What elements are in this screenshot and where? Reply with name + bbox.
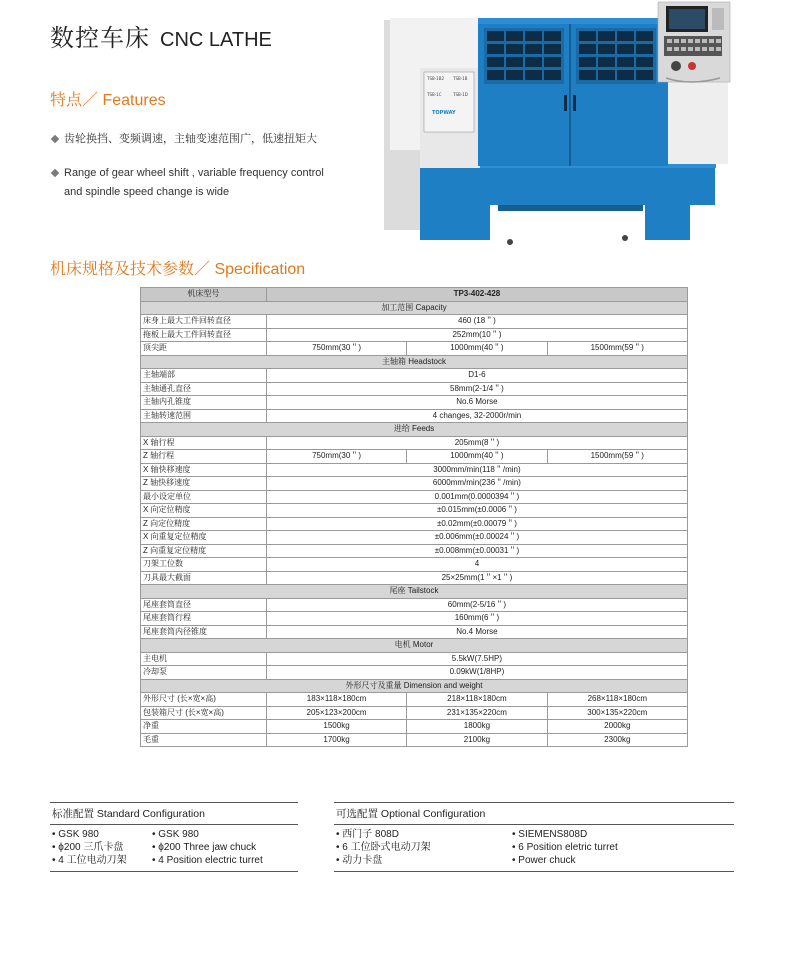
- spec-value: ±0.006mm(±0.00024＂): [266, 531, 687, 545]
- spec-value: 1500mm(59＂): [547, 342, 687, 356]
- spec-label: 床身上最大工件回转直径: [141, 315, 267, 329]
- spec-value: 231×135×220cm: [407, 706, 547, 720]
- spec-value: 58mm(2-1/4＂): [266, 382, 687, 396]
- spec-label: 毛重: [141, 733, 267, 747]
- spec-label: Z 轴行程: [141, 450, 267, 464]
- table-row: [141, 382, 688, 396]
- list-item: • ϕ200 三爪卡盘: [52, 842, 124, 853]
- spec-heading: 机床规格及技术参数／ Specification: [50, 261, 306, 278]
- cnc-lathe-image: [380, 0, 800, 250]
- optional-config: [334, 802, 734, 872]
- standard-config-zh: [52, 828, 152, 867]
- spec-value: 0.09kW(1/8HP): [266, 666, 687, 680]
- spec-value: 460 (18＂): [266, 315, 687, 329]
- spec-value: 205mm(8＂): [266, 436, 687, 450]
- optional-config-en: [512, 828, 618, 867]
- page-title-zh: 数控车床: [50, 25, 150, 52]
- plate-line-4: TSB-1D: [453, 92, 468, 97]
- spec-value: 268×118×180cm: [547, 693, 687, 707]
- table-row: [141, 652, 688, 666]
- table-row: [141, 733, 688, 747]
- list-item: • 6 工位卧式电动刀架: [336, 842, 431, 853]
- standard-config-heading: 标准配置 Standard Configuration: [50, 802, 298, 825]
- spec-value: 0.001mm(0.0000394＂): [266, 490, 687, 504]
- spec-section-label: 主轴箱 Headstock: [141, 355, 688, 369]
- table-row: [141, 544, 688, 558]
- list-item: • ϕ200 Three jaw chuck: [152, 842, 257, 853]
- spec-label: 主电机: [141, 652, 267, 666]
- spec-value: 1500kg: [266, 720, 406, 734]
- spec-label: 尾座套筒内径锥度: [141, 625, 267, 639]
- spec-label: X 轴快移速度: [141, 463, 267, 477]
- spec-value: 2000kg: [547, 720, 687, 734]
- spec-section-label: 尾座 Tailstock: [141, 585, 688, 599]
- standard-config: [50, 802, 298, 872]
- table-row: [141, 598, 688, 612]
- spec-label: Z 向定位精度: [141, 517, 267, 531]
- table-row: [141, 369, 688, 383]
- spec-section-label: 进给 Feeds: [141, 423, 688, 437]
- spec-value: 4: [266, 558, 687, 572]
- spec-model-row: [141, 288, 688, 302]
- spec-label: X 轴行程: [141, 436, 267, 450]
- list-item: • 西门子 808D: [336, 829, 399, 840]
- spec-value: No.6 Morse: [266, 396, 687, 410]
- spec-value: 183×118×180cm: [266, 693, 406, 707]
- plate-line-3: TSB-1C: [427, 92, 442, 97]
- diamond-bullet-icon: [50, 134, 60, 144]
- table-row: [141, 328, 688, 342]
- feature-item: [50, 130, 340, 148]
- spec-label: 刀架工位数: [141, 558, 267, 572]
- spec-model-value: TP3-402-428: [266, 288, 687, 302]
- features-list: [50, 130, 340, 218]
- table-row: [141, 477, 688, 491]
- spec-label: 主轴通孔直径: [141, 382, 267, 396]
- spec-label: X 向重复定位精度: [141, 531, 267, 545]
- list-item: • SIEMENS808D: [512, 829, 588, 840]
- spec-value: 1700kg: [266, 733, 406, 747]
- spec-value: 252mm(10＂): [266, 328, 687, 342]
- spec-value: No.4 Morse: [266, 625, 687, 639]
- spec-label: 包装箱尺寸 (长×宽×高): [141, 706, 267, 720]
- spec-section-row: [141, 679, 688, 693]
- spec-value: 218×118×180cm: [407, 693, 547, 707]
- spec-section-label: 电机 Motor: [141, 639, 688, 653]
- list-item: • 4 工位电动刀架: [52, 855, 127, 866]
- spec-value: ±0.008mm(±0.00031＂): [266, 544, 687, 558]
- table-row: [141, 612, 688, 626]
- spec-label: 拖板上最大工件回转直径: [141, 328, 267, 342]
- spec-table: [140, 287, 688, 747]
- spec-section-row: [141, 585, 688, 599]
- table-row: [141, 436, 688, 450]
- spec-value: 60mm(2-5/16＂): [266, 598, 687, 612]
- spec-section-row: [141, 639, 688, 653]
- spec-label: 主轴转速范围: [141, 409, 267, 423]
- diamond-bullet-icon: [50, 168, 60, 178]
- spec-value: 160mm(6＂): [266, 612, 687, 626]
- table-row: [141, 463, 688, 477]
- table-row: [141, 720, 688, 734]
- table-row: [141, 315, 688, 329]
- table-row: [141, 706, 688, 720]
- spec-label: Z 轴快移速度: [141, 477, 267, 491]
- list-item: • 动力卡盘: [336, 855, 383, 866]
- list-item: • GSK 980: [152, 829, 199, 840]
- optional-config-zh: [336, 828, 512, 867]
- list-item: • Power chuck: [512, 855, 576, 866]
- feature-item: [50, 164, 340, 202]
- spec-label: 尾座套筒直径: [141, 598, 267, 612]
- spec-section-row: [141, 423, 688, 437]
- spec-value: 750mm(30＂): [266, 342, 406, 356]
- spec-value: 2300kg: [547, 733, 687, 747]
- spec-value: 205×123×200cm: [266, 706, 406, 720]
- spec-section-label: 加工范围 Capacity: [141, 301, 688, 315]
- table-row: [141, 504, 688, 518]
- spec-value: ±0.02mm(±0.00079＂): [266, 517, 687, 531]
- table-row: [141, 571, 688, 585]
- spec-label: 主轴内孔锥度: [141, 396, 267, 410]
- table-row: [141, 558, 688, 572]
- spec-value: 25×25mm(1＂×1＂): [266, 571, 687, 585]
- spec-section-row: [141, 301, 688, 315]
- spec-value: 300×135×220cm: [547, 706, 687, 720]
- table-row: [141, 531, 688, 545]
- spec-value: 750mm(30＂): [266, 450, 406, 464]
- optional-config-heading: 可选配置 Optional Configuration: [334, 802, 734, 825]
- spec-label: 主轴端部: [141, 369, 267, 383]
- spec-value: 1000mm(40＂): [407, 342, 547, 356]
- spec-value: 1800kg: [407, 720, 547, 734]
- table-row: [141, 409, 688, 423]
- table-row: [141, 490, 688, 504]
- page-title: [50, 18, 272, 53]
- plate-line-2: TSB-1B: [453, 76, 468, 81]
- feature-text-en: Range of gear wheel shift , variable frequency control and spindle speed change is wide: [64, 167, 324, 198]
- spec-model-label: 机床型号: [141, 288, 267, 302]
- spec-label: 冷却泵: [141, 666, 267, 680]
- feature-text-zh: 齿轮换挡、变频调速，主轴变速范围广，低速扭矩大: [64, 133, 317, 145]
- standard-config-en: [152, 828, 263, 867]
- spec-value: 2100kg: [407, 733, 547, 747]
- table-row: [141, 396, 688, 410]
- spec-label: 最小设定单位: [141, 490, 267, 504]
- page-title-en: CNC LATHE: [160, 29, 272, 51]
- list-item: • 4 Position electric turret: [152, 855, 263, 866]
- spec-section-row: [141, 355, 688, 369]
- spec-label: 顶尖距: [141, 342, 267, 356]
- list-item: • 6 Position eletric turret: [512, 842, 618, 853]
- spec-value: 6000mm/min(236＂/min): [266, 477, 687, 491]
- spec-label: 尾座套筒行程: [141, 612, 267, 626]
- brand-logo: TOPWAY: [432, 110, 456, 116]
- plate-line-1: TSB-1B2: [427, 76, 445, 81]
- spec-value: 1000mm(40＂): [407, 450, 547, 464]
- table-row: [141, 517, 688, 531]
- table-row: [141, 666, 688, 680]
- table-row: [141, 625, 688, 639]
- spec-label: 外形尺寸 (长×宽×高): [141, 693, 267, 707]
- spec-label: Z 向重复定位精度: [141, 544, 267, 558]
- table-row: [141, 342, 688, 356]
- table-row: [141, 450, 688, 464]
- spec-section-label: 外形尺寸及重量 Dimension and weight: [141, 679, 688, 693]
- table-row: [141, 693, 688, 707]
- spec-label: 刀具最大截面: [141, 571, 267, 585]
- spec-label: 净重: [141, 720, 267, 734]
- spec-value: 4 changes, 32-2000r/min: [266, 409, 687, 423]
- spec-label: X 向定位精度: [141, 504, 267, 518]
- spec-value: ±0.015mm(±0.0006＂): [266, 504, 687, 518]
- spec-value: 3000mm/min(118＂/min): [266, 463, 687, 477]
- spec-value: 1500mm(59＂): [547, 450, 687, 464]
- features-heading: 特点／ Features: [50, 92, 166, 109]
- list-item: • GSK 980: [52, 829, 99, 840]
- spec-value: D1-6: [266, 369, 687, 383]
- spec-value: 5.5kW(7.5HP): [266, 652, 687, 666]
